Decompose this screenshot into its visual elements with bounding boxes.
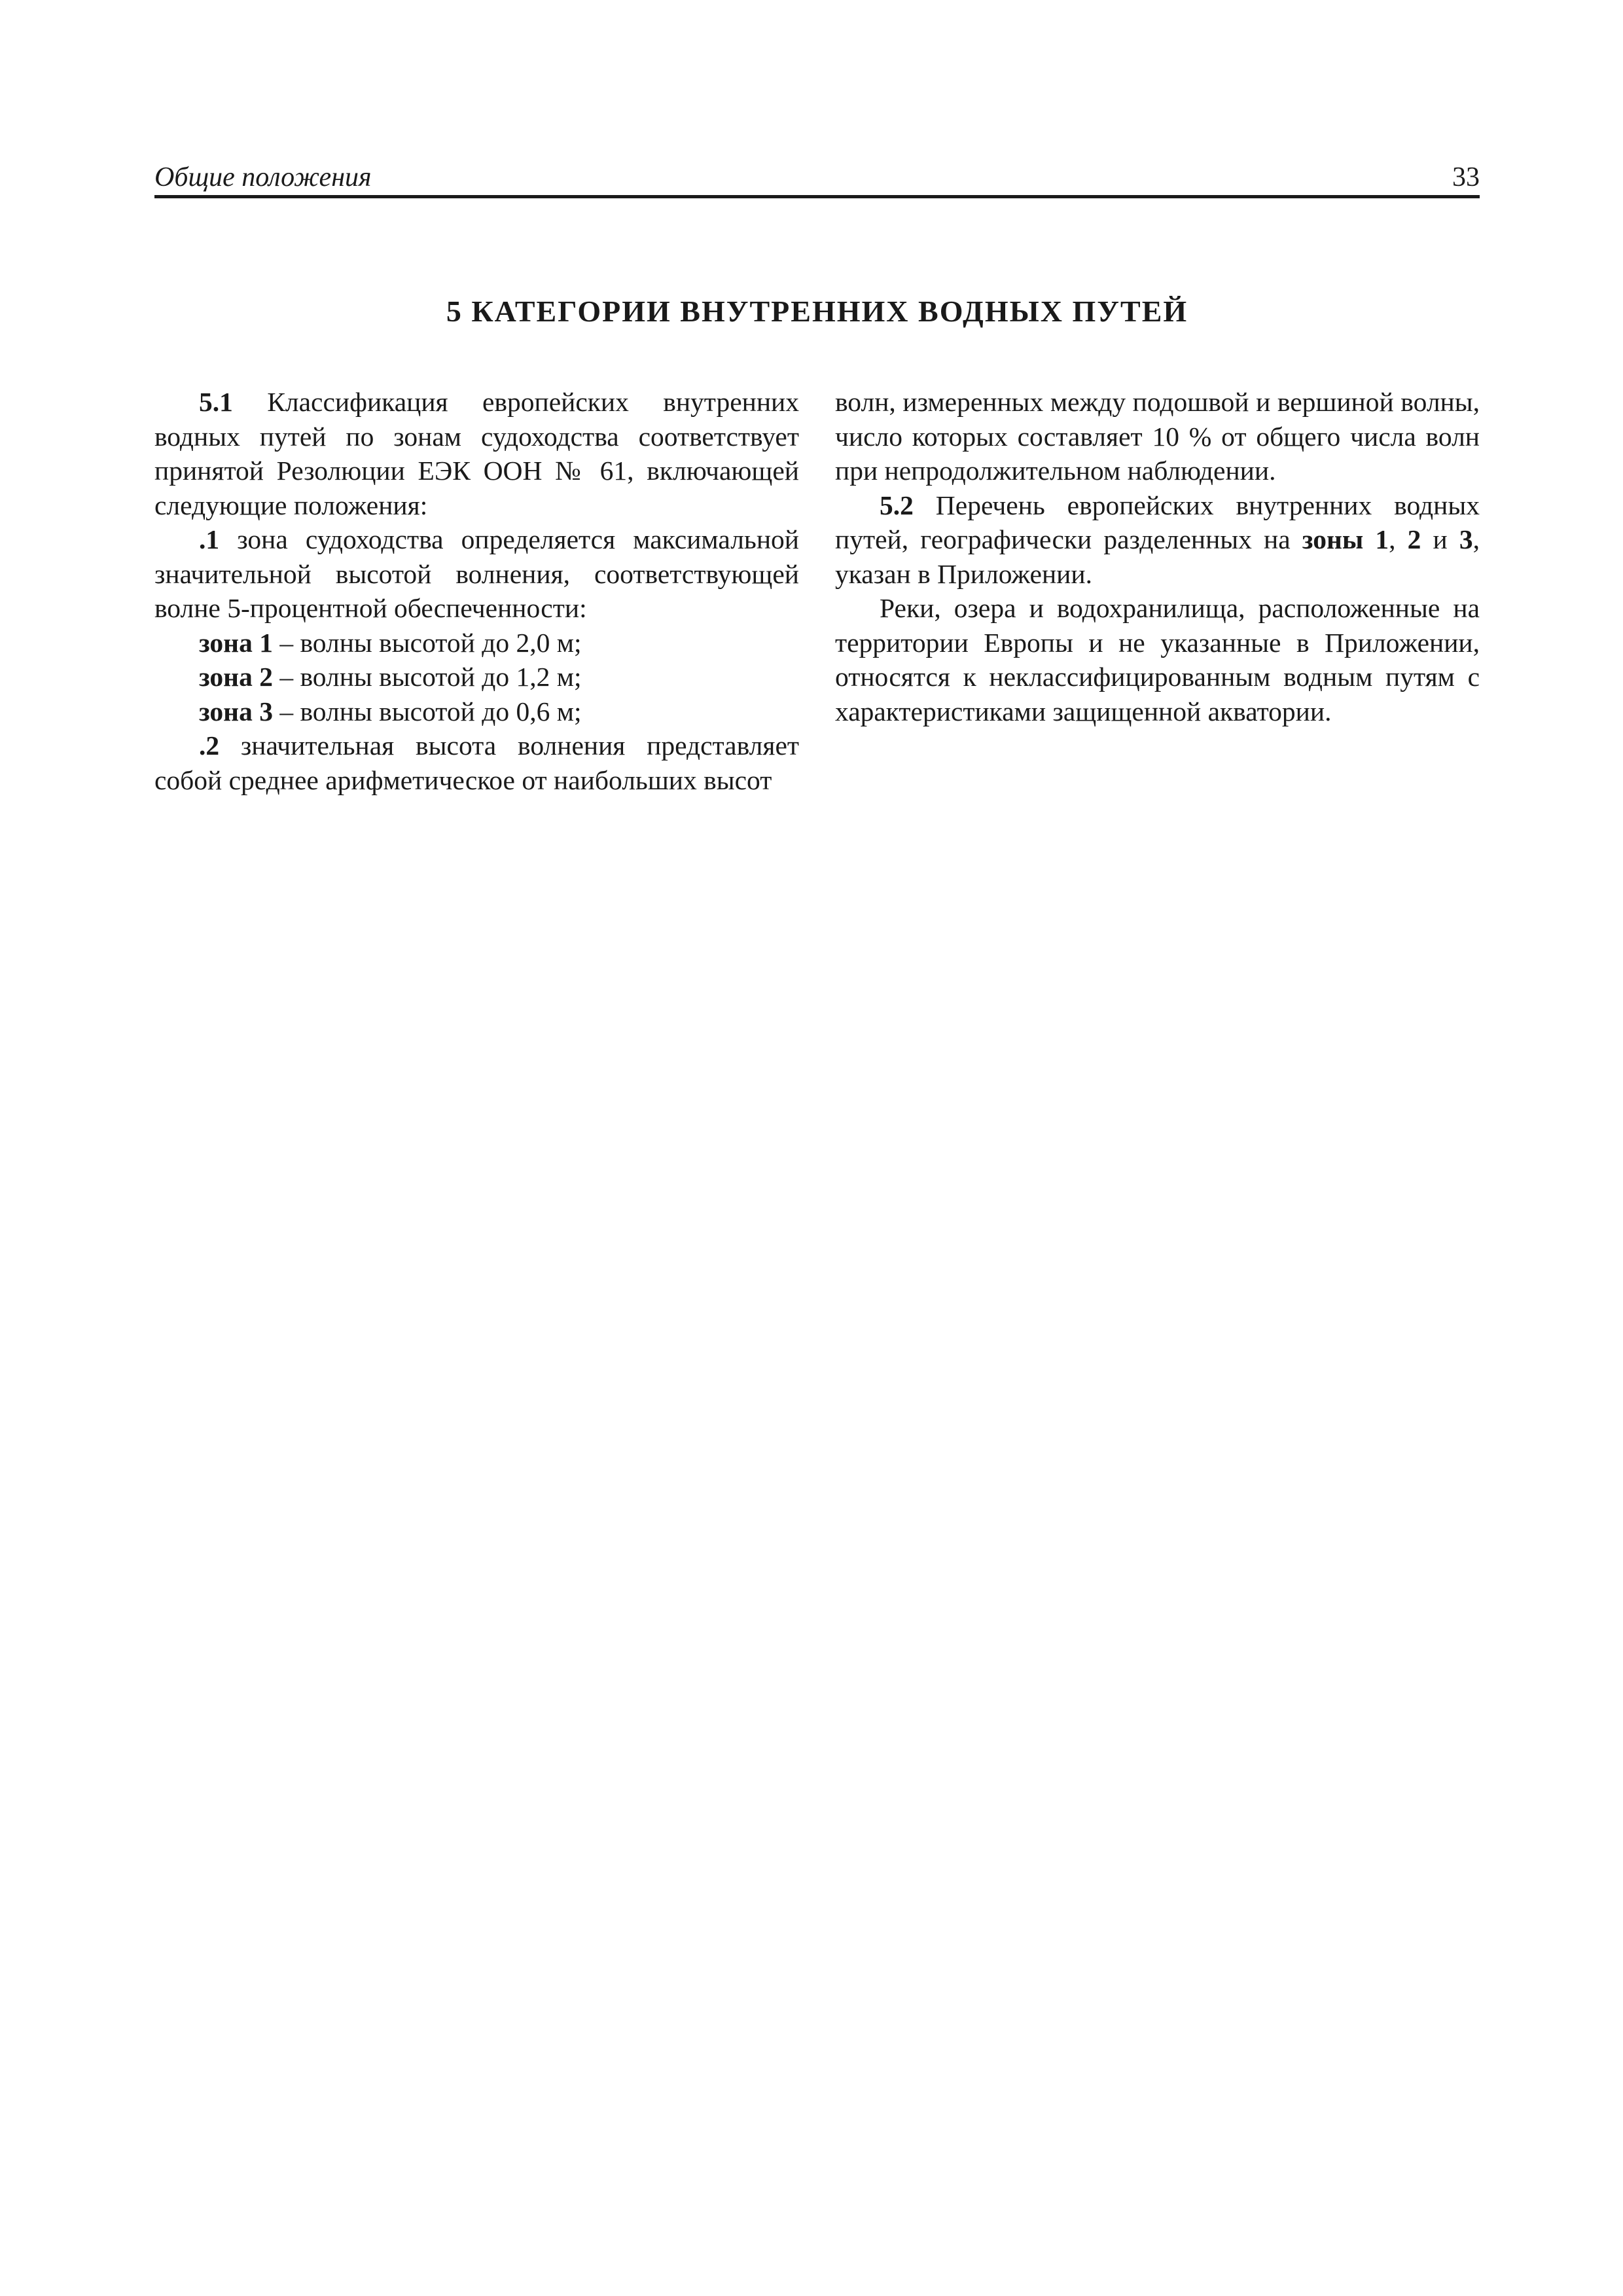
section-title: 5 КАТЕГОРИИ ВНУТРЕННИХ ВОДНЫХ ПУТЕЙ: [446, 295, 1188, 328]
list-item-text: зона судоходства определяется максимальной значительной высотой волнения, соответствующей волне 5-процентной обеспеченности:: [154, 524, 799, 623]
paragraph-5-2: [835, 488, 1480, 592]
paragraph-text: Классификация европейских внутренних водных путей по зонам судоходства соответствует принятой Резолюции ЕЭК ООН № 61, включающей следующие положения:: [154, 387, 799, 520]
paragraph-number: 5.1: [199, 387, 233, 417]
zone-text: – волны высотой до 0,6 м;: [272, 696, 582, 726]
running-title: Общие положения: [154, 162, 372, 192]
paragraph-continuation: волн, измеренных между подошвой и вершиной волны, число которых составляет 10 % от общего числа волн при непродолжительном наблюдении.: [835, 387, 1480, 486]
right-column: [835, 385, 1480, 728]
list-item-number: .1: [199, 524, 220, 554]
zone-number: 2: [1407, 524, 1421, 554]
paragraph-number: 5.2: [880, 490, 914, 520]
zone-text: – волны высотой до 1,2 м;: [272, 662, 582, 692]
list-item-2: [154, 728, 799, 797]
zone-text: – волны высотой до 2,0 м;: [272, 627, 582, 658]
paragraph-text: Перечень европейских внутренних водных путей, географически разделенных на: [835, 490, 1480, 554]
list-item-number: .2: [199, 730, 220, 761]
zone-label: зона 3: [199, 696, 273, 726]
zone-3-line: [154, 694, 799, 729]
page-number: 33: [1452, 162, 1480, 192]
running-header: [154, 154, 1480, 198]
paragraph-text: , указан в Приложении.: [835, 524, 1480, 589]
zone-label: зона 2: [199, 662, 273, 692]
paragraph-rivers: Реки, озера и водохранилища, расположенные на территории Европы и не указанные в Приложении, относятся к неклассифицированным водным путям с характеристиками защищенной акватории.: [835, 593, 1480, 726]
zone-1-line: [154, 626, 799, 660]
left-column: [154, 385, 799, 797]
list-item-text: значительная высота волнения представляет собой среднее арифметическое от наибольших высот: [154, 730, 799, 795]
conjunction: и: [1421, 524, 1459, 554]
list-item-1: [154, 522, 799, 626]
zone-2-line: [154, 660, 799, 694]
zones-word: зоны 1: [1302, 524, 1389, 554]
paragraph-5-1: [154, 385, 799, 522]
zone-label: зона 1: [199, 627, 273, 658]
separator: ,: [1389, 524, 1408, 554]
zone-number: 3: [1459, 524, 1473, 554]
